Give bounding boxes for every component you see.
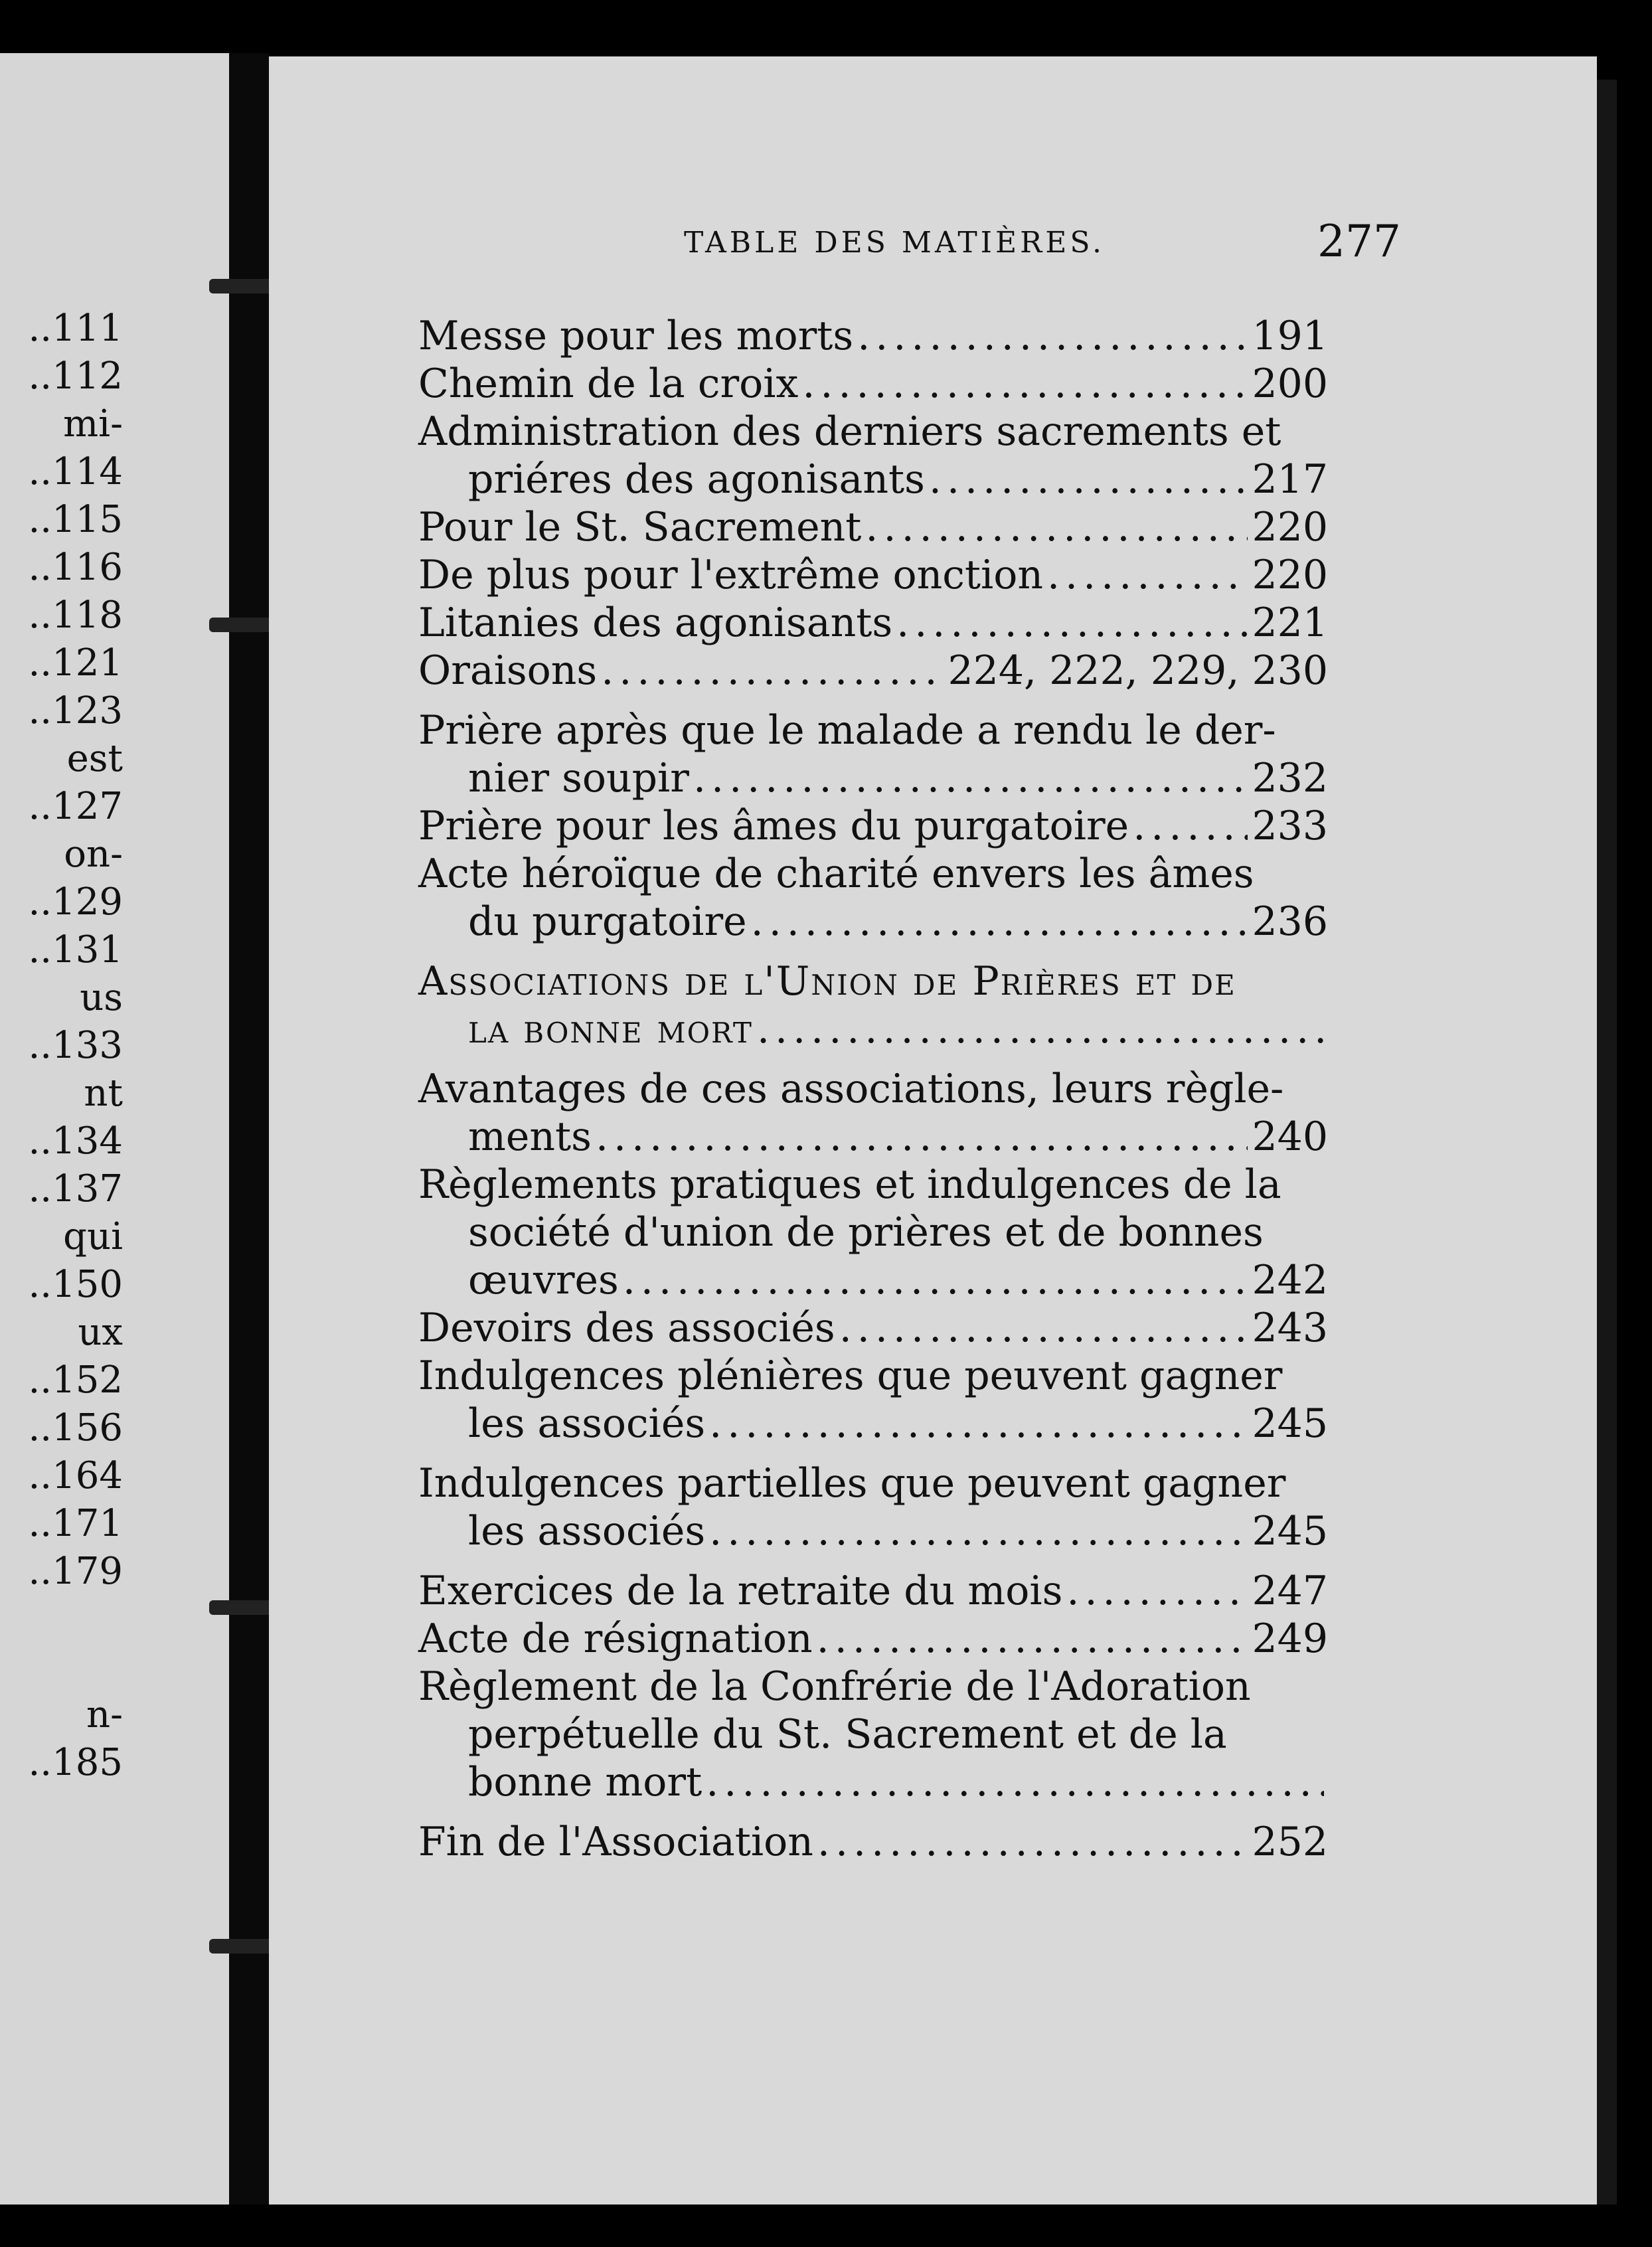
left-page-fragment: ..137 [28,1167,123,1210]
toc-entry-title: Oraisons [418,647,598,694]
left-page-fragment: ..115 [28,498,123,541]
toc-entry-title: Prière après que le malade a rendu le der- [418,707,1276,754]
toc-entry-title: Règlement de la Confrérie de l'Adoration [418,1663,1251,1710]
dot-leader [596,1113,1248,1161]
toc-page-number: 242 [1252,1257,1328,1303]
left-page-fragment: ux [78,1311,123,1354]
toc-entry-title: Messe pour les morts [418,313,854,359]
toc-entry-title: Litanies des agonisants [418,600,893,646]
left-page-fragment: mi- [63,402,123,446]
toc-entry-title: priéres des agonisants [468,456,925,503]
left-page-fragment: ..164 [28,1454,123,1497]
toc-entry-title: Chemin de la croix [418,361,799,407]
dot-leader [802,360,1248,408]
toc-entry [418,1304,1328,1352]
toc-page-number: 232 [1252,755,1328,801]
toc-page-number: 245 [1252,1508,1328,1554]
left-page-fragment: ..127 [28,785,123,828]
toc-entry [418,503,1328,551]
toc-page-number: 200 [1252,361,1328,407]
left-page-fragment: ..131 [28,928,123,971]
toc-entry-title: bonne mort [468,1759,702,1805]
toc-entry [418,850,1328,946]
entry-gap [418,1555,1328,1567]
dot-leader [1066,1567,1248,1615]
dot-leader [896,599,1248,647]
toc-entry-title: les associés [468,1400,706,1447]
entry-gap [418,695,1328,707]
toc-entry [418,1459,1328,1555]
left-page-fragment: qui [63,1215,123,1258]
toc-entry-title: Associations de l'Union de Prières et de [418,958,1236,1005]
dot-leader [709,1507,1248,1555]
toc-page-number: 243 [1252,1305,1328,1351]
left-page-fragment: ..118 [28,594,123,637]
toc-entry [418,1663,1328,1806]
left-page-fragment: ..156 [28,1406,123,1450]
left-page-fragment: n- [86,1693,123,1736]
toc-page-number: 221 [1252,600,1328,646]
toc-page-number: 220 [1252,552,1328,598]
book-spine [229,53,269,2205]
toc-entry [418,551,1328,599]
dot-leader [709,1400,1248,1448]
left-page-fragment: ..112 [28,355,123,398]
toc-entry-title: Exercices de la retraite du mois [418,1568,1063,1614]
toc-page-number: 247 [1252,1568,1328,1614]
toc-entry [418,1818,1328,1866]
left-page-fragment: us [80,976,123,1019]
running-header [418,216,1401,276]
toc-entry [418,802,1328,850]
dot-leader [1133,802,1248,850]
left-page-fragment: ..129 [28,880,123,924]
toc-page-number: 191 [1252,313,1328,359]
toc-entry [418,408,1328,503]
toc-entry-title: Avantages de ces associations, leurs règle- [418,1066,1284,1112]
toc-entry [418,360,1328,408]
left-page-fragment: ..134 [28,1120,123,1163]
entry-gap [418,1448,1328,1459]
toc-page-number: 217 [1252,456,1328,503]
dot-leader [857,312,1248,360]
left-page-fragment: nt [84,1072,123,1115]
toc-entry-title: la bonne mort [468,1006,753,1052]
toc-entry-title: du purgatoire [468,898,747,945]
dot-leader [751,898,1248,946]
toc-entry [418,599,1328,647]
toc-page-number: 252 [1252,1819,1328,1865]
left-page-fragment: ..123 [28,689,123,732]
toc-entry [418,957,1328,1053]
left-page-fragment: ..150 [28,1263,123,1306]
toc-page-number: 220 [1252,504,1328,550]
toc-entry-title: Indulgences partielles que peuvent gagner [418,1460,1286,1507]
left-page-fragment: ..179 [28,1550,123,1593]
dot-leader [1047,551,1248,599]
left-page [0,53,229,2205]
left-page-fragment: ..111 [28,307,123,350]
toc-entry-title: De plus pour l'extrême onction [418,552,1043,598]
toc-entry-title: Prière pour les âmes du purgatoire [418,803,1129,849]
dot-leader [839,1304,1248,1352]
toc-page-number: 236 [1252,898,1328,945]
left-page-fragment: ..116 [28,546,123,589]
left-page-fragment: on- [64,833,123,876]
toc-entry-title: ments [468,1114,592,1160]
toc-entry [418,312,1328,360]
table-of-contents [418,312,1328,1866]
toc-entry-title: les associés [468,1508,706,1554]
toc-entry-title: Règlements pratiques et indulgences de la [418,1161,1281,1208]
toc-entry-title: Indulgences plénières que peuvent gagner [418,1353,1283,1399]
toc-entry [418,1567,1328,1615]
dot-leader [929,456,1248,503]
dot-leader [817,1818,1248,1866]
left-page-fragment: ..133 [28,1024,123,1067]
toc-entry [418,1615,1328,1663]
toc-page-number: 224, 222, 229, 230 [948,647,1328,694]
toc-entry [418,647,1328,695]
left-page-fragment: ..171 [28,1502,123,1545]
toc-entry [418,1352,1328,1448]
toc-entry [418,707,1328,802]
left-page-fragment: ..152 [28,1359,123,1402]
toc-page-number: 249 [1252,1616,1328,1662]
toc-entry-title: Administration des derniers sacrements et [418,408,1281,455]
page-number: 277 [1317,216,1401,267]
toc-entry [418,1161,1328,1304]
dot-leader [693,754,1248,802]
dot-leader [865,503,1248,551]
toc-entry [418,1065,1328,1161]
toc-entry-title: société d'union de prières et de bonnes [468,1209,1264,1256]
dot-leader [623,1256,1248,1304]
page-edge-shadow [1597,80,1617,2205]
left-page-fragment: ..114 [28,450,123,493]
dot-leader [817,1615,1248,1663]
dot-leader [601,647,944,695]
toc-entry-title: Fin de l'Association [418,1819,813,1865]
toc-entry-title: Devoirs des associés [418,1305,835,1351]
entry-gap [418,1053,1328,1065]
dot-leader [757,1005,1324,1053]
entry-gap [418,1806,1328,1818]
entry-gap [418,946,1328,957]
header-title: TABLE DES MATIÈRES. [684,226,1105,260]
toc-entry-title: perpétuelle du St. Sacrement et de la [468,1711,1227,1758]
left-page-fragment: ..121 [28,641,123,685]
toc-entry-title: Pour le St. Sacrement [418,504,862,550]
toc-page-number: 245 [1252,1400,1328,1447]
dot-leader [706,1758,1324,1806]
toc-page-number: 233 [1252,803,1328,849]
toc-entry-title: Acte de résignation [418,1616,813,1662]
toc-entry-title: nier soupir [468,755,689,801]
toc-entry-title: Acte héroïque de charité envers les âmes [418,851,1254,897]
left-page-fragment: ..185 [28,1741,123,1784]
toc-entry-title: œuvres [468,1257,619,1303]
left-page-fragment: est [66,737,123,780]
toc-page-number: 240 [1252,1114,1328,1160]
